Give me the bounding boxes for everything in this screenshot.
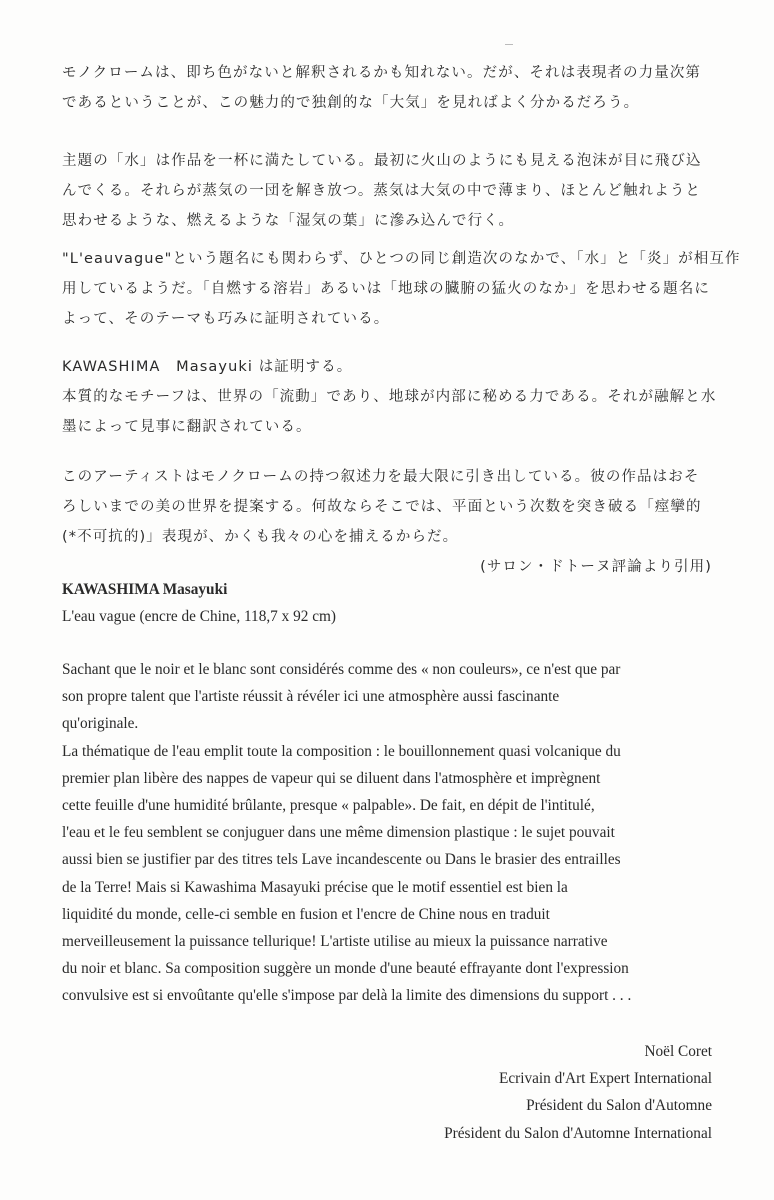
text-line: son propre talent que l'artiste réussit à révéler ici une atmosphère aussi fascinante xyxy=(62,688,560,706)
text-line: l'eau et le feu semblent se conjuguer dans une même dimension plastique : le sujet pouvait xyxy=(62,824,615,842)
citation: (サロン・ドトーヌ評論より引用) xyxy=(480,559,712,575)
text-line: ろしいまでの美の世界を提案する。何故ならそこでは、平面という次数を突き破る「痙攣的 xyxy=(62,499,702,515)
artwork-title: L'eau vague (encre de Chine, 118,7 x 92 cm) xyxy=(62,608,337,626)
text-line: merveilleusement la puissance tellurique! L'artiste utilise au mieux la puissance narrative xyxy=(62,933,608,951)
text-line: de la Terre! Mais si Kawashima Masayuki précise que le motif essentiel est bien la xyxy=(62,878,568,896)
text-line: Sachant que le noir et le blanc sont considérés comme des « non couleurs», ce n'est que par xyxy=(62,661,621,678)
text-line: 思わせるような、燃えるような「湿気の葉」に滲み込んで行く。 xyxy=(62,213,515,229)
text-line: んでくる。それらが蒸気の一団を解き放つ。蒸気は大気の中で薄まり、ほとんど触れようと xyxy=(62,183,702,199)
text-line: convulsive est si envoûtante qu'elle s'impose par delà la limite des dimensions du support . . . xyxy=(62,987,632,1005)
text-line: aussi bien se justifier par des titres tels Lave incandescente ou Dans le brasier des entrailles xyxy=(62,851,621,869)
text-line: よって、そのテーマも巧みに証明されている。 xyxy=(62,311,390,327)
signature-role: Président du Salon d'Automne International xyxy=(444,1124,712,1142)
artwork-caption xyxy=(62,576,712,630)
text-line: 墨によって見事に翻訳されている。 xyxy=(62,419,312,435)
text-line: であるということが、この魅力的で独創的な「大気」を見ればよく分かるだろう。 xyxy=(62,95,640,111)
text-line: 用しているようだ。「自燃する溶岩」あるいは「地球の臓腑の猛火のなか」を思わせる題名に xyxy=(62,281,710,297)
text-line: モノクロームは、即ち色がないと解釈されるかも知れない。だが、それは表現者の力量次第 xyxy=(62,65,702,81)
artist-name: KAWASHIMA Masayuki xyxy=(62,581,228,598)
signature-role: Ecrivain d'Art Expert International xyxy=(498,1070,712,1088)
text-line: 主題の「水」は作品を一杯に満たしている。最初に火山のようにも見える泡沫が目に飛び込 xyxy=(62,153,702,169)
jp-paragraph-3 xyxy=(62,244,741,334)
jp-paragraph-2 xyxy=(62,146,712,236)
signature-name: Noël Coret xyxy=(644,1043,712,1060)
text-line: qu'originale. xyxy=(62,715,139,733)
scan-speck xyxy=(505,44,513,45)
text-line: premier plan libère des nappes de vapeur qui se diluent dans l'atmosphère et imprègnent xyxy=(62,769,601,787)
text-line: "L'eauvague"という題名にも関わらず、ひとつの同じ創造次のなかで、「水」と「炎」が相互作 xyxy=(62,251,741,267)
text-line: 本質的なモチーフは、世界の「流動」であり、地球が内部に秘める力である。それが融解と水 xyxy=(62,389,717,405)
jp-paragraph-1 xyxy=(62,58,712,118)
fr-paragraph xyxy=(62,656,712,1010)
text-line: cette feuille d'une humidité brûlante, presque « palpable». De fait, en dépit de l'intitulé, xyxy=(62,797,595,815)
text-line: liquidité du monde, celle-ci semble en fusion et l'encre de Chine nous en traduit xyxy=(62,905,550,923)
jp-paragraph-4 xyxy=(62,352,717,442)
text-line: du noir et blanc. Sa composition suggère un monde d'une beauté effrayante dont l'expression xyxy=(62,960,629,978)
text-line: このアーティストはモノクロームの持つ叙述力を最大限に引き出している。彼の作品はおそ xyxy=(62,469,700,485)
text-line: (*不可抗的)」表現が、かくも我々の心を捕えるからだ。 xyxy=(62,529,459,545)
signature-role: Président du Salon d'Automne xyxy=(526,1097,712,1115)
jp-paragraph-5 xyxy=(62,462,712,582)
signature-block xyxy=(62,1038,712,1147)
text-line: KAWASHIMA Masayuki は証明する。 xyxy=(62,359,353,375)
text-line: La thématique de l'eau emplit toute la composition : le bouillonnement quasi volcanique du xyxy=(62,742,621,760)
